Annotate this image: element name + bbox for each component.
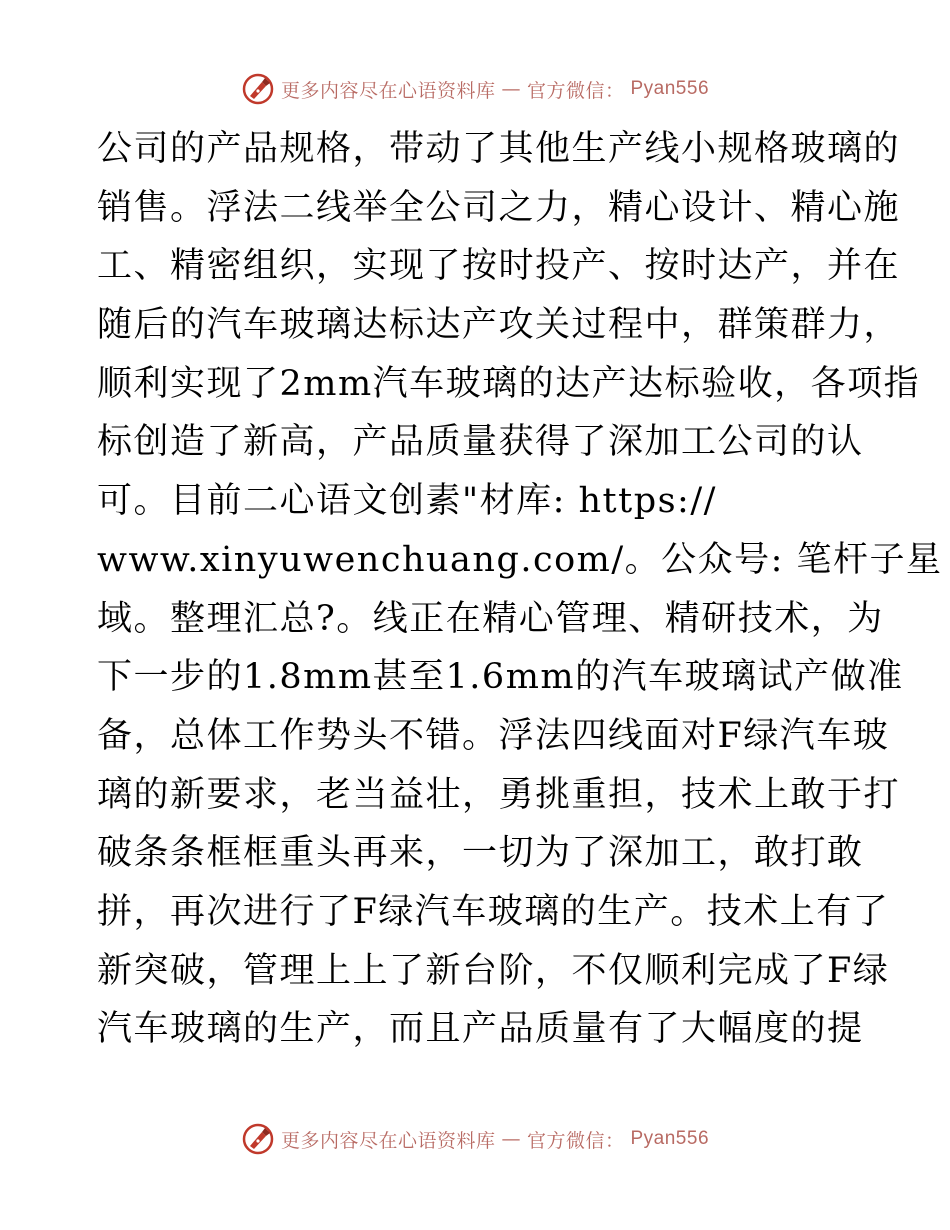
- text-line: 工、精密组织，实现了按时投产、按时达产，并在: [97, 246, 901, 287]
- text-line: 新突破，管理上上了新台阶，不仅顺利完成了F绿: [97, 950, 890, 991]
- footer-wechat-label: 官方微信：: [526, 1129, 625, 1152]
- text-line: 随后的汽车玻璃达标达产攻关过程中，群策群力，: [97, 305, 901, 346]
- text-line: 标创造了新高，产品质量获得了深加工公司的认: [97, 422, 864, 463]
- text-line: 销售。浮法二线举全公司之力，精心设计、精心施: [97, 187, 901, 228]
- footer-brand-text: 更多内容尽在心语资料库: [280, 1129, 496, 1152]
- text-line: www.xinyuwenchuang.com/。公众号: 笔杆子星: [97, 539, 943, 580]
- header-brand-text: 更多内容尽在心语资料库: [280, 79, 496, 102]
- text-line: 公司的产品规格，带动了其他生产线小规格玻璃的: [97, 129, 901, 169]
- text-line: 璃的新要求，老当益壮，勇挑重担，技术上敢于打: [97, 774, 901, 815]
- header-wechat-id: Pyan556: [630, 78, 710, 99]
- footer-separator: —: [501, 1128, 521, 1150]
- text-line: 备，总体工作势头不错。浮法四线面对F绿汽车玻: [97, 715, 890, 756]
- header-banner: [0, 72, 950, 106]
- text-line: 顺利实现了2mm汽车玻璃的达产达标验收，各项指: [97, 363, 921, 404]
- header-wechat-label: 官方微信：: [526, 79, 625, 102]
- text-line: 可。目前二心语文创素"材库: https://: [97, 481, 717, 522]
- text-line: 汽车玻璃的生产，而且产品质量有了大幅度的提: [97, 1009, 864, 1050]
- text-line: 下一步的1.8mm甚至1.6mm的汽车玻璃试产做准: [97, 657, 904, 698]
- text-line: 域。整理汇总?。线正在精心管理、精研技术，为: [97, 598, 884, 639]
- text-line: 破条条框框重头再来，一切为了深加工，敢打敢: [97, 833, 864, 874]
- header-separator: —: [501, 78, 521, 100]
- body-text: [97, 120, 943, 1059]
- pen-nib-logo-icon: [241, 1122, 275, 1156]
- text-line: 拼，再次进行了F绿汽车玻璃的生产。技术上有了: [97, 891, 890, 932]
- footer-wechat-id: Pyan556: [630, 1128, 710, 1149]
- pen-nib-logo-icon: [241, 72, 275, 106]
- footer-banner: [0, 1122, 950, 1156]
